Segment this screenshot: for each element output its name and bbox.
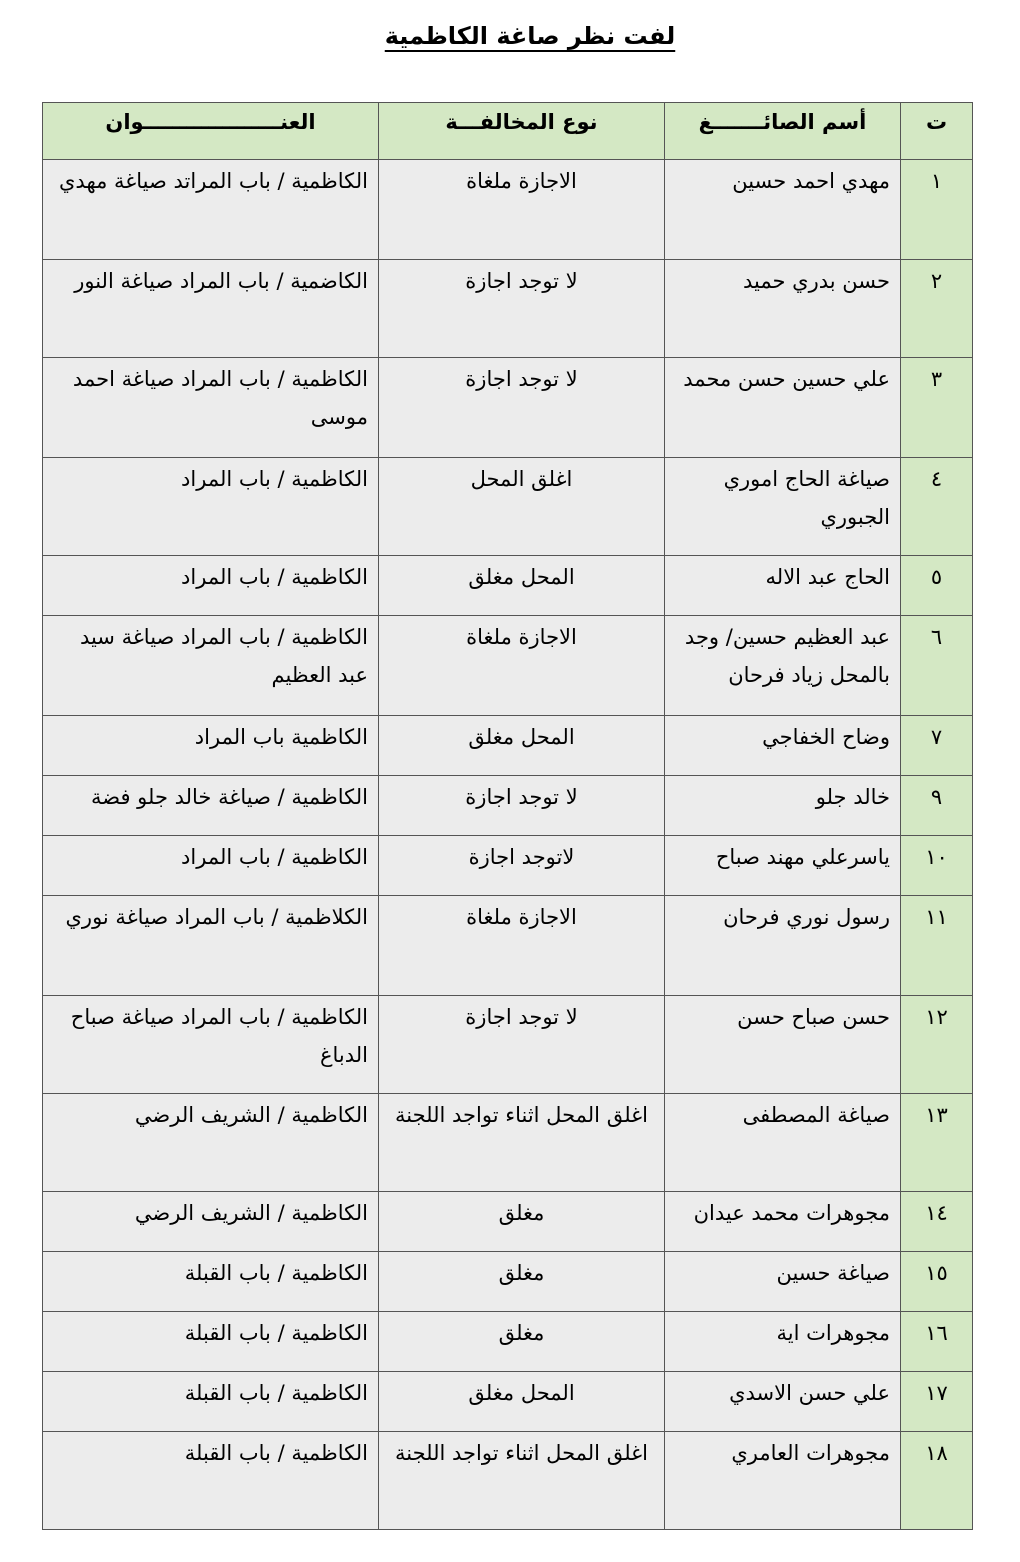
row-violation-type: المحل مغلق xyxy=(379,716,665,776)
row-address: الكاظمية / باب القبلة xyxy=(43,1252,379,1312)
row-index: ٩ xyxy=(901,776,973,836)
table-row xyxy=(43,1192,973,1252)
row-address: الكاظمية / باب المراد صياغة احمد موسى xyxy=(43,358,379,458)
row-address: الكاظمية / باب المراد xyxy=(43,556,379,616)
row-address: الكاظمية / باب المراد صياغة صباح الدباغ xyxy=(43,996,379,1094)
row-goldsmith-name: وضاح الخفاجي xyxy=(665,716,901,776)
row-goldsmith-name: مجوهرات اية xyxy=(665,1312,901,1372)
row-goldsmith-name: خالد جلو xyxy=(665,776,901,836)
header-index: ت xyxy=(901,103,973,160)
row-address: الكاظمية / باب القبلة xyxy=(43,1432,379,1530)
row-index: ١٠ xyxy=(901,836,973,896)
row-address: الكاظمية باب المراد xyxy=(43,716,379,776)
row-index: ١٧ xyxy=(901,1372,973,1432)
row-index: ١٤ xyxy=(901,1192,973,1252)
row-index: ٥ xyxy=(901,556,973,616)
table-row xyxy=(43,776,973,836)
row-violation-type: مغلق xyxy=(379,1312,665,1372)
row-address: الكاظمية / باب القبلة xyxy=(43,1372,379,1432)
row-goldsmith-name: عبد العظيم حسين/ وجد بالمحل زياد فرحان xyxy=(665,616,901,716)
row-goldsmith-name: علي حسن الاسدي xyxy=(665,1372,901,1432)
table-header xyxy=(43,103,973,160)
row-address: الكاظمية / باب المراد صياغة سيد عبد العظيم xyxy=(43,616,379,716)
row-index: ٧ xyxy=(901,716,973,776)
table-row xyxy=(43,1312,973,1372)
row-goldsmith-name: رسول نوري فرحان xyxy=(665,896,901,996)
row-address: الكاظمية / باب المراد xyxy=(43,458,379,556)
table-body xyxy=(43,160,973,1530)
row-goldsmith-name: صياغة حسين xyxy=(665,1252,901,1312)
row-index: ٦ xyxy=(901,616,973,716)
row-goldsmith-name: علي حسين حسن محمد xyxy=(665,358,901,458)
row-index: ١٥ xyxy=(901,1252,973,1312)
table-row xyxy=(43,556,973,616)
row-index: ١٢ xyxy=(901,996,973,1094)
row-violation-type: اغلق المحل xyxy=(379,458,665,556)
row-goldsmith-name: حسن صباح حسن xyxy=(665,996,901,1094)
row-index: ١٨ xyxy=(901,1432,973,1530)
row-violation-type: مغلق xyxy=(379,1252,665,1312)
row-index: ٤ xyxy=(901,458,973,556)
row-address: الكاظمية / باب المراد xyxy=(43,836,379,896)
row-violation-type: المحل مغلق xyxy=(379,556,665,616)
table-row xyxy=(43,458,973,556)
row-violation-type: مغلق xyxy=(379,1192,665,1252)
header-name: أسم الصائـــــــغ xyxy=(665,103,901,160)
table-row xyxy=(43,1432,973,1530)
row-address: الكلاظمية / باب المراد صياغة نوري xyxy=(43,896,379,996)
table-row xyxy=(43,896,973,996)
row-goldsmith-name: مجوهرات محمد عيدان xyxy=(665,1192,901,1252)
violations-table xyxy=(42,102,973,1530)
header-row xyxy=(43,103,973,160)
row-address: الكاظمية / باب القبلة xyxy=(43,1312,379,1372)
row-violation-type: لا توجد اجازة xyxy=(379,776,665,836)
table-row xyxy=(43,160,973,260)
row-address: الكاظمية / صياغة خالد جلو فضة xyxy=(43,776,379,836)
row-violation-type: الاجازة ملغاة xyxy=(379,896,665,996)
row-index: ١١ xyxy=(901,896,973,996)
row-address: الكاظمية / الشريف الرضي xyxy=(43,1094,379,1192)
table-row xyxy=(43,1372,973,1432)
row-goldsmith-name: ياسرعلي مهند صباح xyxy=(665,836,901,896)
row-index: ٣ xyxy=(901,358,973,458)
row-violation-type: الاجازة ملغاة xyxy=(379,616,665,716)
table-row xyxy=(43,1252,973,1312)
page-title xyxy=(0,18,1020,54)
row-goldsmith-name: حسن بدري حميد xyxy=(665,260,901,358)
row-address: الكاضمية / باب المراد صياغة النور xyxy=(43,260,379,358)
row-index: ٢ xyxy=(901,260,973,358)
row-goldsmith-name: مهدي احمد حسين xyxy=(665,160,901,260)
table-row xyxy=(43,716,973,776)
row-violation-type: الاجازة ملغاة xyxy=(379,160,665,260)
table-row xyxy=(43,616,973,716)
table-row xyxy=(43,358,973,458)
row-goldsmith-name: الحاج عبد الاله xyxy=(665,556,901,616)
header-violation-type: نوع المخالفـــة xyxy=(379,103,665,160)
page-title-text: لفت نظر صاغة الكاظمية xyxy=(384,22,676,50)
row-goldsmith-name: صياغة المصطفى xyxy=(665,1094,901,1192)
row-goldsmith-name: مجوهرات العامري xyxy=(665,1432,901,1530)
row-violation-type: لا توجد اجازة xyxy=(379,996,665,1094)
row-violation-type: لاتوجد اجازة xyxy=(379,836,665,896)
header-address: العنـــــــــــــــــــوان xyxy=(43,103,379,160)
table-row xyxy=(43,1094,973,1192)
row-violation-type: المحل مغلق xyxy=(379,1372,665,1432)
row-violation-type: اغلق المحل اثناء تواجد اللجنة xyxy=(379,1094,665,1192)
row-goldsmith-name: صياغة الحاج اموري الجبوري xyxy=(665,458,901,556)
row-index: ١٣ xyxy=(901,1094,973,1192)
row-address: الكاظمية / الشريف الرضي xyxy=(43,1192,379,1252)
table-row xyxy=(43,260,973,358)
row-index: ١ xyxy=(901,160,973,260)
table-row xyxy=(43,836,973,896)
row-violation-type: لا توجد اجازة xyxy=(379,358,665,458)
row-index: ١٦ xyxy=(901,1312,973,1372)
row-violation-type: اغلق المحل اثناء تواجد اللجنة xyxy=(379,1432,665,1530)
row-address: الكاظمية / باب المراتد صياغة مهدي xyxy=(43,160,379,260)
row-violation-type: لا توجد اجازة xyxy=(379,260,665,358)
table-row xyxy=(43,996,973,1094)
